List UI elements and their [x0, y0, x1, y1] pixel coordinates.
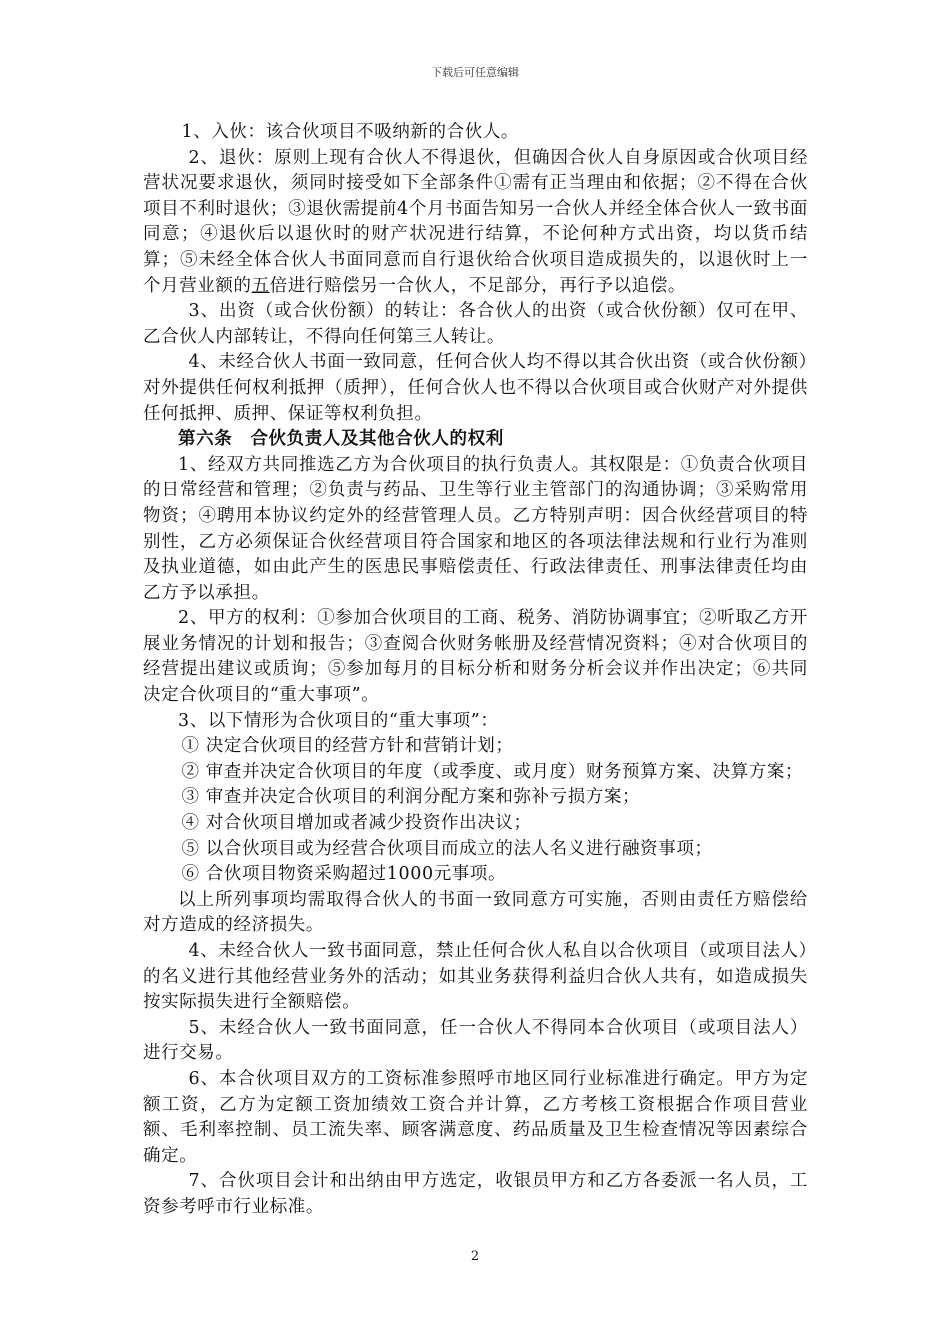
- underlined-text: 五: [251, 275, 270, 296]
- paragraph: 4、未经合伙人一致书面同意，禁止任何合伙人私自以合伙项目（或项目法人）的名义进行其他经营业务外的活动；如其业务获得利益归合伙人共有，如造成损失按实际损失进行全额赔偿。: [143, 941, 808, 1013]
- paragraph: 4、未经合伙人书面一致同意，任何合伙人均不得以其合伙出资（或合伙份额）对外提供任何权利抵押（质押），任何合伙人也不得以合伙项目或合伙财产对外提供任何抵押、质押、保证等权利负担。: [143, 352, 808, 424]
- paragraph: ⑤ 以合伙项目或为经营合伙项目而成立的法人名义进行融资事项；: [181, 838, 713, 859]
- page-number: 2: [470, 1249, 480, 1264]
- paragraph: 以上所列事项均需取得合伙人的书面一致同意方可实施，否则由责任方赔偿给对方造成的经济损失。: [143, 889, 808, 936]
- paragraph: [143, 146, 808, 300]
- text-run: 2、退伙：原则上现有合伙人不得退伙，但确因合伙人自身原因或合伙项目经营状况要求退伙，须同时接受如下全部条件①需有正当理由和依据；②不得在合伙项目不利时退伙；③退伙需提前4个月书面告知另一合伙人并经全体合伙人一致书面同意；④退伙后以退伙时的财产状况进行结算，不论何种方式出资，均以货币结算；⑤未经全体合伙人书面同意而自行退伙给合伙项目造成损失的，以退伙时上一个月营业额的: [143, 147, 808, 296]
- section-heading: 第六条 合伙负责人及其他合伙人的权利: [178, 429, 504, 450]
- paragraph: 3、出资（或合伙份额）的转让：各合伙人的出资（或合伙份额）仅可在甲、乙合伙人内部转让，不得向任何第三人转让。: [143, 301, 808, 347]
- paragraph: 6、本合伙项目双方的工资标准参照呼市地区同行业标准进行确定。甲方为定额工资，乙方为定额工资加绩效工资合并计算，乙方考核工资根据合作项目营业额、毛利率控制、员工流失率、顾客满意度、药品质量及卫生检查情况等因素综合确定。: [143, 1068, 808, 1166]
- paragraph: 7、合伙项目会计和出纳由甲方选定，收银员甲方和乙方各委派一名人员，工资参考呼市行业标准。: [143, 1171, 808, 1217]
- paragraph: 1、入伙：该合伙项目不吸纳新的合伙人。: [181, 122, 520, 142]
- paragraph: ① 决定合伙项目的经营方针和营销计划；: [181, 736, 514, 757]
- document-body: [143, 120, 808, 1221]
- paragraph: ③ 审查并决定合伙项目的利润分配方案和弥补亏损方案；: [181, 787, 641, 808]
- paragraph: ② 审查并决定合伙项目的年度（或季度、或月度）财务预算方案、决算方案；: [181, 761, 804, 782]
- paragraph: 2、甲方的权利：①参加合伙项目的工商、税务、消防协调事宜；②听取乙方开展业务情况的计划和报告；③查阅合伙财务帐册及经营情况资料；④对合伙项目的经营提出建议或质询；⑤参加每月的目标分析和财务分析会议并作出决定；⑥共同决定合伙项目的“重大事项”。: [143, 608, 808, 706]
- text-run: 倍进行赔偿另一合伙人，不足部分，再行予以追偿。: [269, 275, 687, 296]
- page-header: 下载后可任意编辑: [431, 66, 519, 79]
- paragraph: 3、以下情形为合伙项目的“重大事项”：: [178, 710, 499, 731]
- paragraph: ④ 对合伙项目增加或者减少投资作出决议；: [181, 813, 532, 834]
- paragraph: 1、经双方共同推选乙方为合伙项目的执行负责人。其权限是：①负责合伙项目的日常经营和管理；②负责与药品、卫生等行业主管部门的沟通协调；③采购常用物资；④聘用本协议约定外的经营管理人员。乙方特别声明：因合伙经营项目的特别性，乙方必须保证合伙经营项目符合国家和地区的各项法律法规和行业行为准则及执业道德，如由此产生的医患民事赔偿责任、行政法律责任、刑事法律责任均由乙方予以承担。: [143, 454, 808, 603]
- paragraph: ⑥ 合伙项目物资采购超过1000元事项。: [181, 864, 507, 885]
- paragraph: 5、未经合伙人一致书面同意，任一合伙人不得同本合伙项目（或项目法人）进行交易。: [143, 1017, 808, 1064]
